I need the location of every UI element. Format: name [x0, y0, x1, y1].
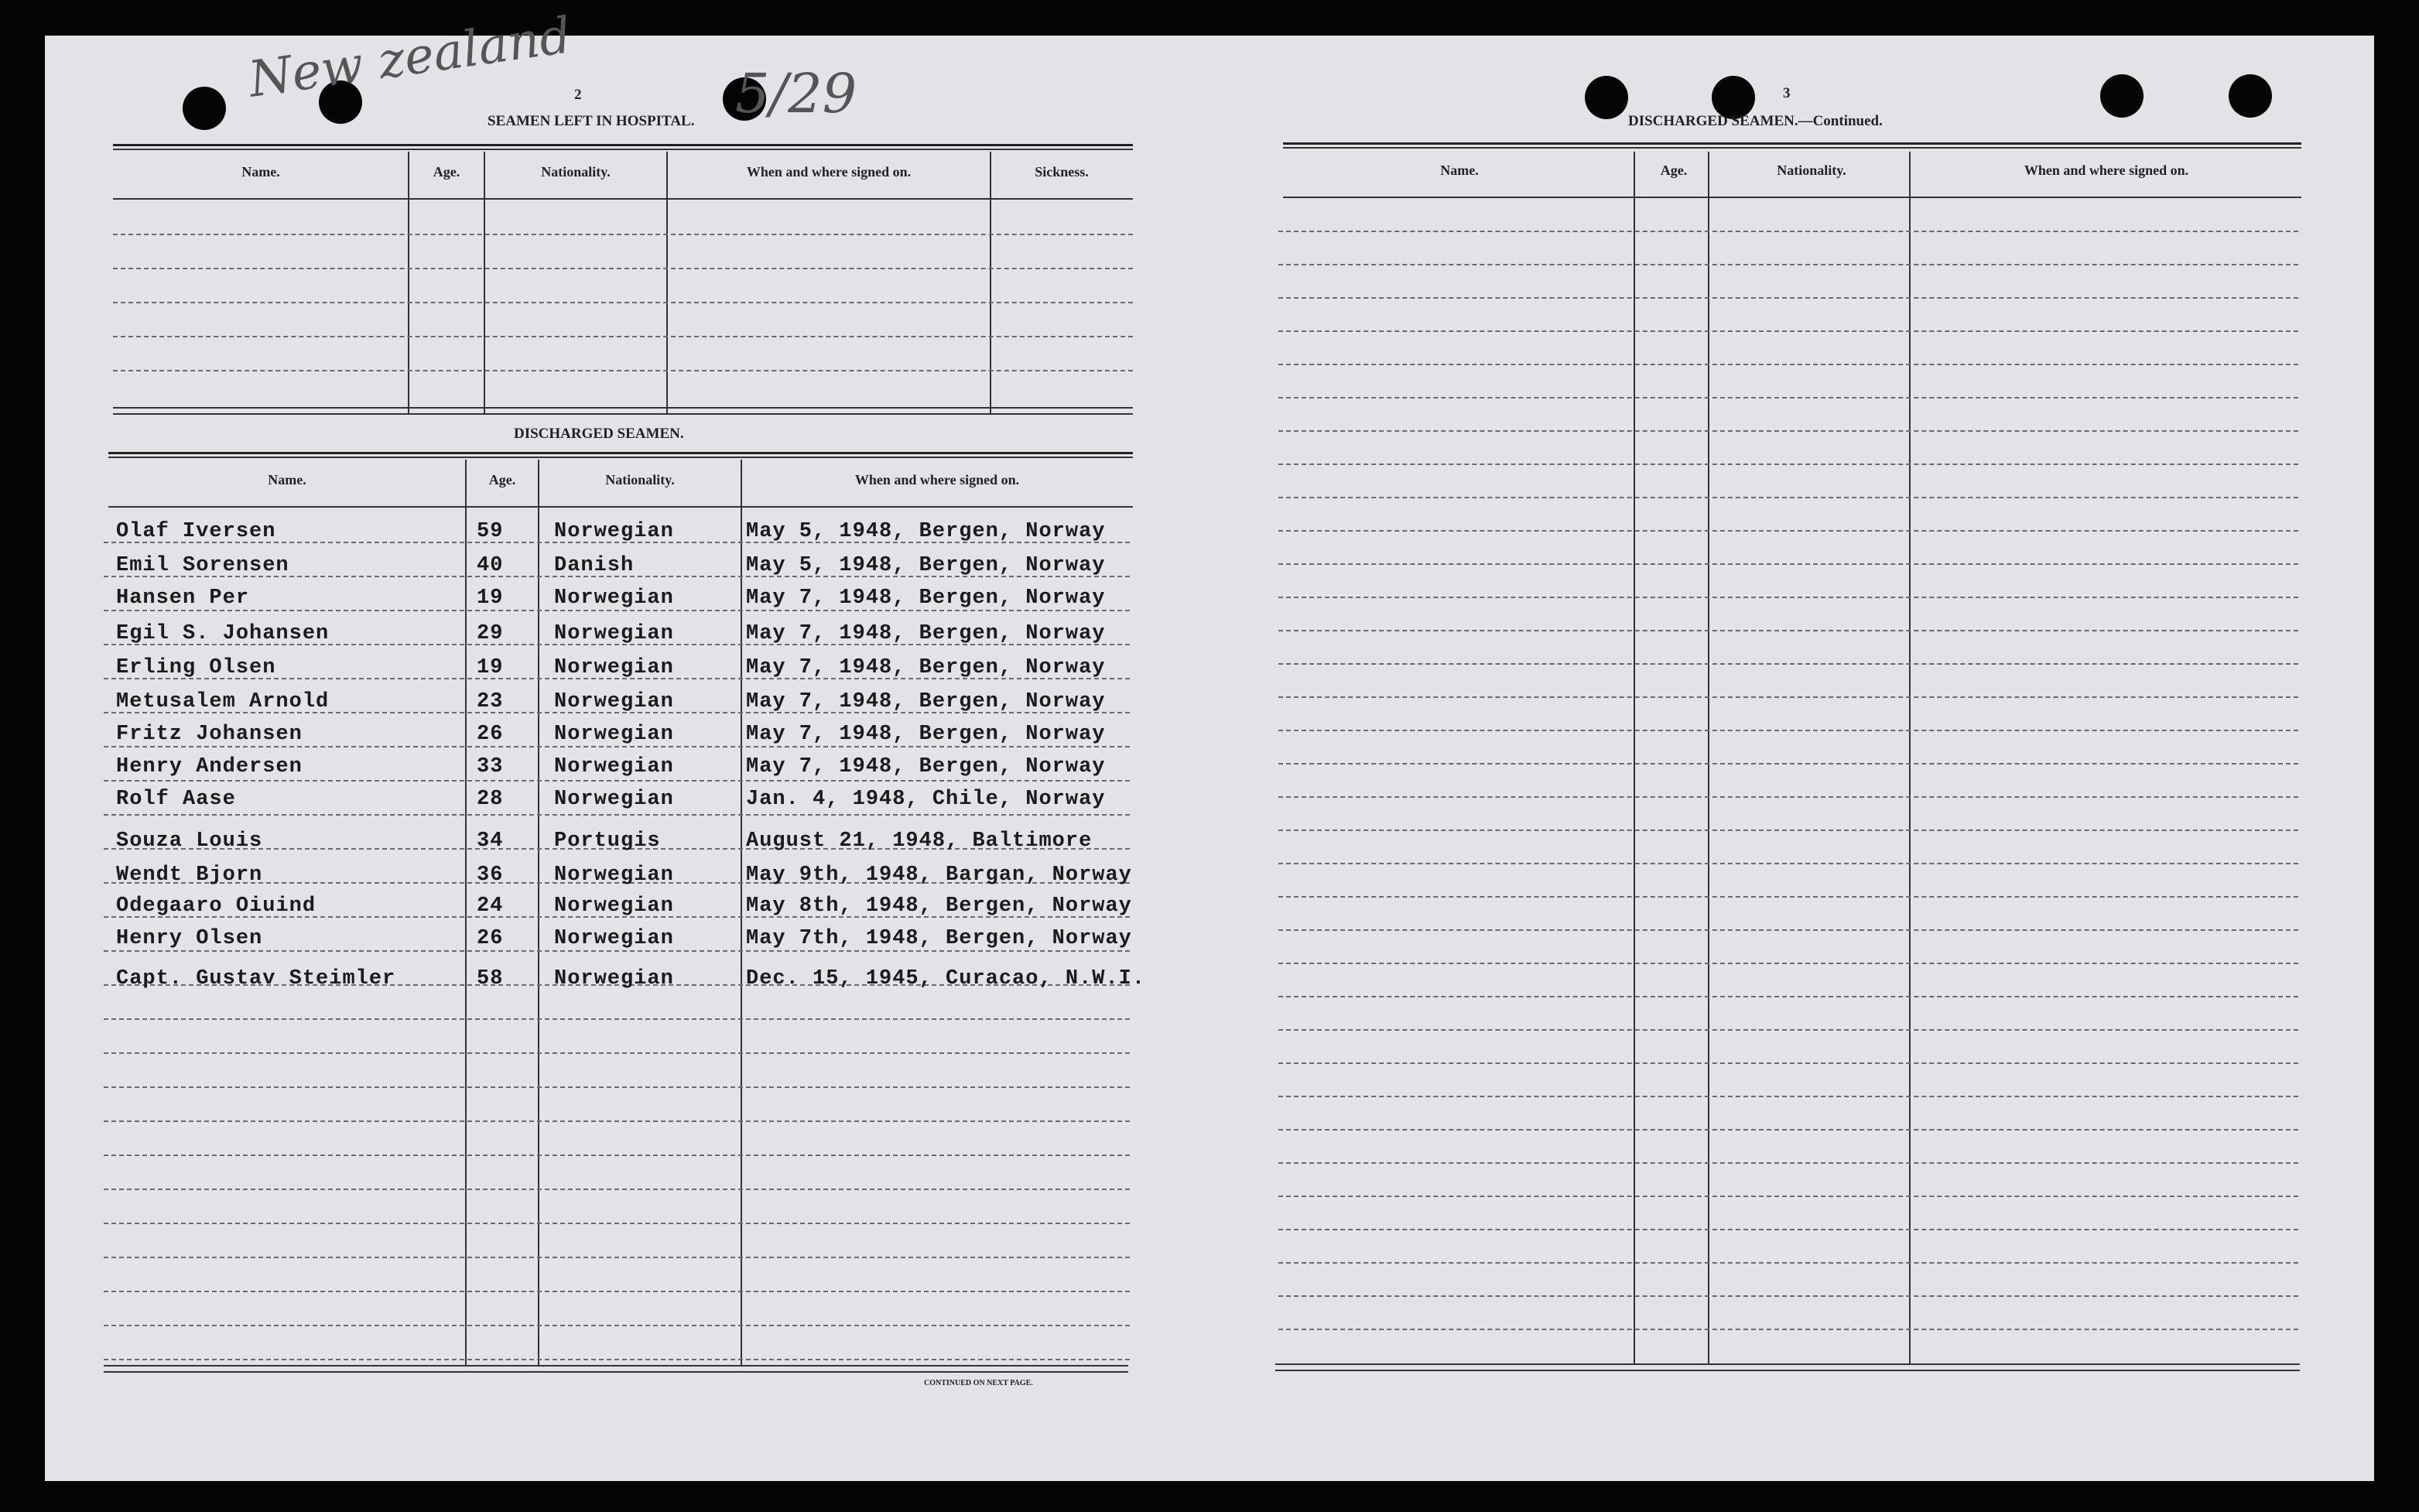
ruled-line [1278, 430, 2298, 432]
ruled-line [1278, 1295, 2298, 1297]
seaman-age: 40 [477, 554, 504, 577]
seaman-nationality: Norwegian [554, 967, 674, 990]
ruled-line [104, 1257, 1130, 1258]
seaman-age: 24 [477, 895, 504, 918]
seaman-name: Henry Olsen [116, 927, 263, 950]
seaman-signed-on: May 7, 1948, Bergen, Norway [746, 622, 1106, 645]
left-page-number: 2 [574, 87, 582, 103]
seaman-nationality: Norwegian [554, 690, 674, 713]
right-col-age: Age. [1660, 162, 1688, 178]
seaman-age: 26 [477, 723, 504, 746]
hospital-col-nationality: Nationality. [541, 164, 611, 180]
seaman-age: 19 [477, 587, 504, 610]
seaman-signed-on: May 9th, 1948, Bargan, Norway [746, 864, 1132, 887]
ruled-line [1278, 830, 2298, 831]
seaman-signed-on: May 7, 1948, Bergen, Norway [746, 755, 1106, 778]
seaman-name: Rolf Aase [116, 788, 236, 811]
seaman-nationality: Norwegian [554, 895, 674, 918]
seaman-nationality: Norwegian [554, 622, 674, 645]
seaman-age: 36 [477, 864, 504, 887]
hospital-col-signed-on: When and where signed on. [746, 164, 912, 180]
seaman-nationality: Danish [554, 554, 635, 577]
discharged-col-signed-on: When and where signed on. [854, 472, 1020, 487]
seaman-name: Emil Sorensen [116, 554, 289, 577]
seaman-age: 58 [477, 967, 504, 990]
ruled-line [1278, 497, 2298, 498]
ruled-line [1278, 264, 2298, 265]
ruled-line [1278, 231, 2298, 232]
right-col-signed-on: When and where signed on. [2024, 162, 2189, 178]
ruled-line [104, 1189, 1130, 1190]
ruled-line [104, 1223, 1130, 1224]
ruled-line [1278, 663, 2298, 665]
ruled-line [1278, 1062, 2298, 1064]
seaman-age: 34 [477, 830, 504, 853]
seaman-name: Egil S. Johansen [116, 622, 330, 645]
punch-hole [2100, 74, 2144, 118]
seaman-age: 23 [477, 690, 504, 713]
seaman-name: Metusalem Arnold [116, 690, 330, 713]
ruled-line [1278, 796, 2298, 798]
ruled-line [104, 1052, 1130, 1054]
seaman-nationality: Norwegian [554, 755, 674, 778]
ruled-line [1278, 1029, 2298, 1031]
hospital-col-age: Age. [433, 164, 460, 180]
ruled-line [1278, 1229, 2298, 1230]
ruled-line [1278, 896, 2298, 898]
seaman-signed-on: Dec. 15, 1945, Curacao, N.W.I. [746, 967, 1146, 990]
document-sheet [45, 36, 2374, 1481]
right-col-nationality: Nationality. [1777, 162, 1846, 178]
seaman-age: 19 [477, 656, 504, 679]
seaman-nationality: Norwegian [554, 927, 674, 950]
right-section-title: DISCHARGED SEAMEN.—Continued. [1628, 113, 1883, 129]
seaman-signed-on: May 8th, 1948, Bergen, Norway [746, 895, 1132, 918]
ruled-line [104, 814, 1130, 816]
ruled-line [1278, 863, 2298, 864]
punch-hole [2229, 74, 2272, 118]
right-page-number: 3 [1783, 85, 1791, 101]
seaman-age: 28 [477, 788, 504, 811]
seaman-name: Erling Olsen [116, 656, 276, 679]
ruled-line [1278, 696, 2298, 698]
ruled-line [104, 1325, 1130, 1326]
ruled-line [104, 746, 1130, 747]
ruled-line [1278, 397, 2298, 399]
seaman-name: Odegaaro Oiuind [116, 895, 316, 918]
seaman-name: Hansen Per [116, 587, 250, 610]
seaman-signed-on: May 7, 1948, Bergen, Norway [746, 587, 1106, 610]
ruled-line [104, 1291, 1130, 1292]
seaman-name: Fritz Johansen [116, 723, 303, 746]
seaman-name: Capt. Gustav Steimler [116, 967, 396, 990]
hospital-col-name: Name. [241, 164, 280, 180]
ruled-line [1278, 597, 2298, 598]
seaman-nationality: Norwegian [554, 788, 674, 811]
ruled-line [104, 1086, 1130, 1088]
ruled-line [1278, 330, 2298, 332]
ruled-line [1278, 364, 2298, 365]
seaman-signed-on: Jan. 4, 1948, Chile, Norway [746, 788, 1106, 811]
handwritten-date-mark: 5/29 [735, 62, 857, 125]
seaman-age: 29 [477, 622, 504, 645]
ruled-line [1278, 563, 2298, 565]
ruled-line [1278, 730, 2298, 731]
ruled-line [104, 1155, 1130, 1156]
ruled-line [1278, 530, 2298, 532]
seaman-signed-on: May 5, 1948, Bergen, Norway [746, 520, 1106, 543]
seaman-nationality: Norwegian [554, 723, 674, 746]
ruled-line [104, 780, 1130, 782]
ruled-line [104, 1359, 1130, 1360]
seaman-signed-on: May 5, 1948, Bergen, Norway [746, 554, 1106, 577]
ruled-line [104, 1120, 1130, 1122]
ruled-line [1278, 1129, 2298, 1131]
seaman-name: Olaf Iversen [116, 520, 276, 543]
ruled-line [1278, 929, 2298, 931]
hospital-col-sickness: Sickness. [1035, 164, 1089, 180]
ruled-line [1278, 996, 2298, 997]
seaman-age: 59 [477, 520, 504, 543]
seaman-nationality: Norwegian [554, 587, 674, 610]
seaman-name: Souza Louis [116, 830, 263, 853]
ruled-line [1278, 464, 2298, 465]
seaman-name: Wendt Bjorn [116, 864, 263, 887]
continued-footer: CONTINUED ON NEXT PAGE. [924, 1379, 1033, 1387]
punch-hole [183, 87, 226, 130]
seaman-name: Henry Andersen [116, 755, 303, 778]
seaman-nationality: Portugis [554, 830, 661, 853]
seaman-nationality: Norwegian [554, 656, 674, 679]
ruled-line [104, 610, 1130, 611]
ruled-line [1278, 1329, 2298, 1330]
ruled-line [1278, 297, 2298, 299]
seaman-nationality: Norwegian [554, 864, 674, 887]
seaman-signed-on: May 7th, 1948, Bergen, Norway [746, 927, 1132, 950]
ruled-line [1278, 763, 2298, 765]
ruled-line [1278, 1162, 2298, 1164]
ruled-line [1278, 963, 2298, 964]
ruled-line [104, 950, 1130, 952]
ruled-line [1278, 630, 2298, 631]
seaman-age: 33 [477, 755, 504, 778]
handwritten-country: New zealand [245, 7, 575, 109]
ruled-line [1278, 1196, 2298, 1197]
seaman-signed-on: May 7, 1948, Bergen, Norway [746, 656, 1106, 679]
seaman-nationality: Norwegian [554, 520, 674, 543]
discharged-col-age: Age. [488, 472, 516, 487]
ruled-line [1278, 1262, 2298, 1264]
ruled-line [1278, 1096, 2298, 1097]
seaman-signed-on: May 7, 1948, Bergen, Norway [746, 723, 1106, 746]
right-col-name: Name. [1440, 162, 1479, 178]
punch-hole [1585, 76, 1628, 119]
discharged-section-title: DISCHARGED SEAMEN. [514, 426, 684, 442]
discharged-col-name: Name. [268, 472, 306, 487]
seaman-signed-on: May 7, 1948, Bergen, Norway [746, 690, 1106, 713]
discharged-col-nationality: Nationality. [605, 472, 675, 487]
seaman-signed-on: August 21, 1948, Baltimore [746, 830, 1093, 853]
ruled-line [104, 1018, 1130, 1020]
seaman-age: 26 [477, 927, 504, 950]
hospital-section-title: SEAMEN LEFT IN HOSPITAL. [488, 113, 695, 129]
